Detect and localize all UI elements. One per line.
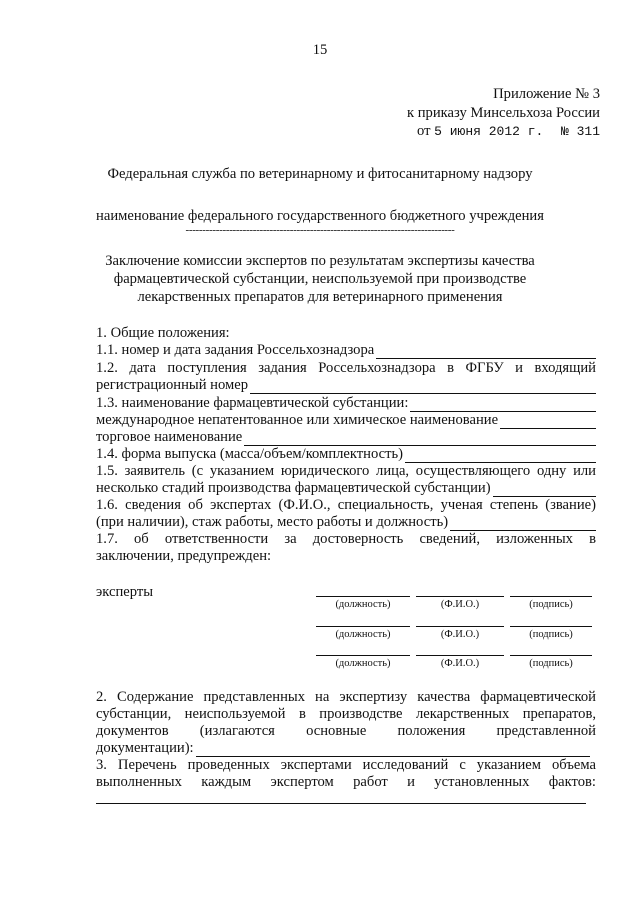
item-1-3-trade-label: торговое наименование [96, 429, 243, 445]
section-3-line-2: выполненных каждым экспертом работ и установленных фактов: [96, 774, 596, 790]
item-1-5-label: несколько стадий производства фармацевтической субстанции) [96, 480, 491, 496]
section-3-blank[interactable] [96, 803, 586, 804]
section-2-line-2: субстанции, неиспользуемой в производстве лекарственных препаратов, [96, 706, 596, 722]
item-1-6-label: (при наличии), стаж работы, место работы и должность) [96, 514, 449, 530]
institution-dashes: -------------------------------------------------------------------------------- [185, 224, 455, 236]
expert-2-name-line[interactable] [416, 626, 504, 627]
item-1-1-blank[interactable] [376, 345, 596, 359]
section-2-label: документации): [96, 740, 194, 756]
expert-1-position-caption: (должность) [335, 599, 391, 610]
expert-1-signature-caption: (подпись) [529, 599, 573, 610]
title-line-2: фармацевтической субстанции, неиспользуемой при производстве [113, 271, 527, 287]
expert-2-position-caption: (должность) [335, 629, 391, 640]
title-line-3: лекарственных препаратов для ветеринарного применения [137, 289, 503, 305]
institution-label: наименование федерального государственного бюджетного учреждения [96, 208, 544, 224]
item-1-3-inn-label: международное непатентованное или химическое наименование [96, 412, 499, 428]
expert-1-name-caption: (Ф.И.О.) [440, 599, 480, 610]
date-prefix: от [416, 123, 431, 139]
item-1-7-line-2: заключении, предупрежден: [96, 548, 272, 564]
expert-3-name-caption: (Ф.И.О.) [440, 658, 480, 669]
item-1-2-line-2 [96, 377, 596, 394]
item-1-3-trade [96, 429, 596, 446]
order-number: № 311 [560, 124, 600, 139]
item-1-7-line-1: 1.7. об ответственности за достоверность сведений, изложенных в [96, 531, 596, 547]
item-1-5-line-1: 1.5. заявитель (с указанием юридического лица, осуществляющего одну или [96, 463, 596, 479]
section-2-blank[interactable] [196, 743, 590, 757]
item-1-3-inn [96, 412, 596, 429]
expert-3-position-line[interactable] [316, 655, 410, 656]
expert-1-position-line[interactable] [316, 596, 410, 597]
item-1-3-inn-blank[interactable] [500, 415, 596, 429]
expert-3-signature-caption: (подпись) [529, 658, 573, 669]
item-1-1 [96, 342, 596, 359]
item-1-2-blank[interactable] [250, 380, 596, 394]
item-1-1-label: 1.1. номер и дата задания Россельхознадзора [96, 342, 375, 358]
item-1-3-blank[interactable] [410, 398, 596, 412]
expert-2-signature-line[interactable] [510, 626, 592, 627]
expert-2-signature-caption: (подпись) [529, 629, 573, 640]
item-1-2-label: регистрационный номер [96, 377, 249, 393]
section-2-line-1: 2. Содержание представленных на экспертизу качества фармацевтической [96, 689, 596, 705]
item-1-6-line-1: 1.6. сведения об экспертах (Ф.И.О., специальность, ученая степень (звание) [96, 497, 596, 513]
order-date: 5 июня 2012 г. [434, 124, 544, 139]
item-1-6-blank[interactable] [450, 517, 596, 531]
expert-3-signature-line[interactable] [510, 655, 592, 656]
section-2-line-3: документов (излагаются основные положения представленной [96, 723, 596, 739]
item-1-3-trade-blank[interactable] [244, 432, 596, 446]
title-line-1: Заключение комиссии экспертов по результатам экспертизы качества [105, 253, 535, 269]
expert-2-name-caption: (Ф.И.О.) [440, 629, 480, 640]
page-number: 15 [312, 42, 328, 58]
section-1-heading: 1. Общие положения: [96, 325, 230, 341]
expert-3-position-caption: (должность) [335, 658, 391, 669]
item-1-3-label: 1.3. наименование фармацевтической субстанции: [96, 395, 409, 411]
item-1-6-line-2 [96, 514, 596, 531]
expert-1-name-line[interactable] [416, 596, 504, 597]
expert-3-name-line[interactable] [416, 655, 504, 656]
section-3-line-1: 3. Перечень проведенных экспертами исследований с указанием объема [96, 757, 596, 773]
section-2-line-4 [96, 740, 590, 757]
experts-label: эксперты [96, 584, 154, 600]
order-label: к приказу Минсельхоза России [407, 105, 600, 121]
item-1-5-blank[interactable] [493, 483, 596, 497]
order-date-line [417, 123, 600, 140]
item-1-5-line-2 [96, 480, 596, 497]
expert-1-signature-line[interactable] [510, 596, 592, 597]
expert-2-position-line[interactable] [316, 626, 410, 627]
item-1-3 [96, 395, 596, 412]
item-1-4-label: 1.4. форма выпуска (масса/объем/комплектность) [96, 446, 404, 462]
appendix-label: Приложение № 3 [493, 86, 600, 102]
agency-name: Федеральная служба по ветеринарному и фитосанитарному надзору [107, 166, 533, 182]
item-1-2-line-1: 1.2. дата поступления задания Россельхознадзора в ФГБУ и входящий [96, 360, 596, 376]
item-1-4 [96, 446, 596, 463]
item-1-4-blank[interactable] [405, 449, 596, 463]
